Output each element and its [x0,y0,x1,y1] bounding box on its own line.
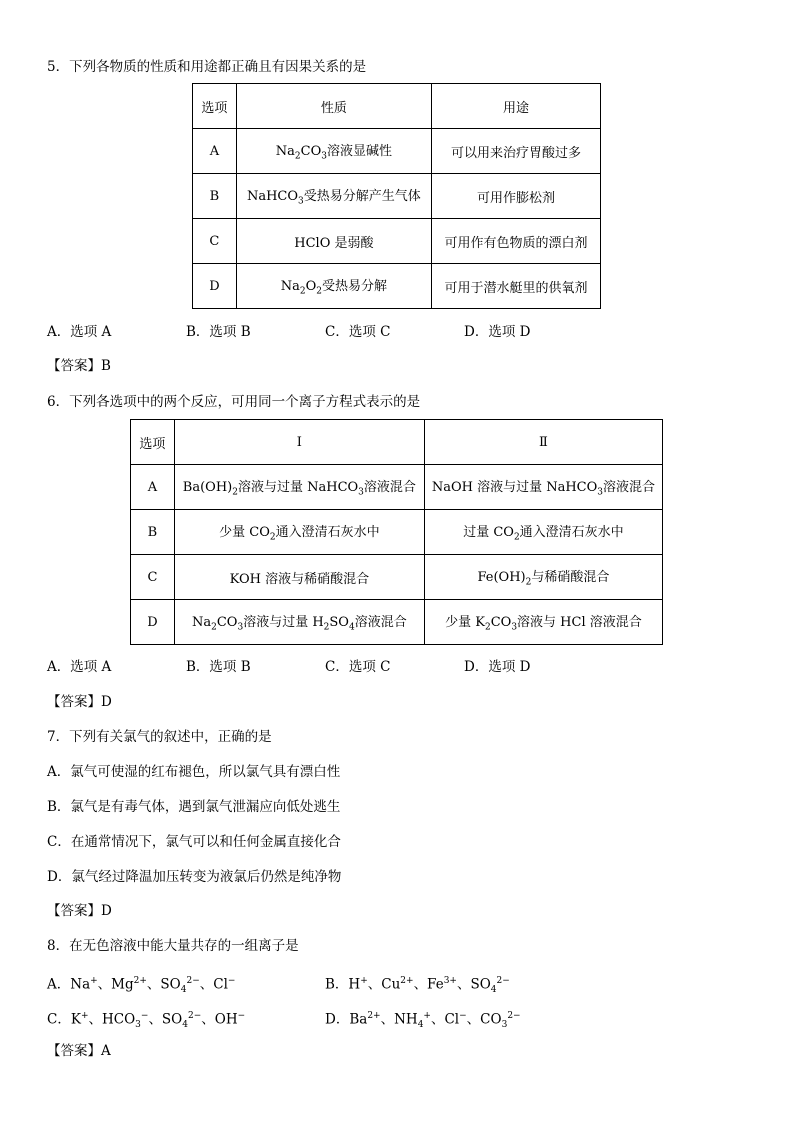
q7-option-c: C．在通常情况下，氯气可以和任何金属直接化合 [47,834,341,850]
row-property: HClO 是弱酸 [236,219,431,264]
table-row [193,264,601,309]
option-d: D．选项 D [464,324,531,340]
table-header-row [131,420,663,465]
table-row [193,129,601,174]
header-use: 用途 [431,84,600,129]
q6-stem: 6．下列各选项中的两个反应，可用同一个离子方程式表示的是 [47,394,421,410]
q5-table [192,83,601,309]
header-reaction-1: Ⅰ [174,420,424,465]
row-option: B [193,174,237,219]
row-option: D [193,264,237,309]
option-a: A．选项 A [47,659,112,675]
option-b: B．选项 B [186,324,251,340]
q6-options [47,658,530,676]
table-row [131,555,663,600]
q8-answer: 【答案】A [47,1043,111,1059]
q5-answer: 【答案】B [47,358,111,374]
q8-option-c: C．K+、$HCO_3^-$、$SO_4^{2-}$、OH− [47,1011,246,1031]
option-c: C．选项 C [325,324,391,340]
table-header-row [193,84,601,129]
table-row [193,219,601,264]
table-row [131,465,663,510]
row-use: 可用于潜水艇里的供氧剂 [431,264,600,309]
header-option: 选项 [131,420,175,465]
row-reaction-2: $Fe(OH)_2$与稀硝酸混合 [424,555,662,600]
row-property: NaHCO$_3$受热易分解产生气体 [236,174,431,219]
row-use: 可用作有色物质的漂白剂 [431,219,600,264]
row-option: A [131,465,175,510]
row-reaction-2: 过量 $CO_2$通入澄清石灰水中 [424,510,662,555]
q7-option-a: A．氯气可使湿的红布褪色，所以氯气具有漂白性 [47,764,341,780]
q7-stem: 7．下列有关氯气的叙述中，正确的是 [47,729,272,745]
q8-stem: 8．在无色溶液中能大量共存的一组离子是 [47,938,299,954]
q8-option-a: A．Na+、$Mg^{2+}$、$SO_4^{2-}$、Cl− [47,976,236,996]
table-row [131,510,663,555]
option-c: C．选项 C [325,659,391,675]
row-reaction-1: KOH 溶液与稀硝酸混合 [174,555,424,600]
row-reaction-1: $Na_2CO_3$溶液与过量 $H_2SO_4$溶液混合 [174,600,424,645]
row-option: C [131,555,175,600]
row-option: A [193,129,237,174]
q8-option-b: B．H+、$Cu^{2+}$、$Fe^{3+}$、$SO_4^{2-}$ [325,976,510,996]
option-a: A．选项 A [47,324,112,340]
table-row [193,174,601,219]
q5-stem: 5．下列各物质的性质和用途都正确且有因果关系的是 [47,59,367,75]
row-reaction-2: NaOH 溶液与过量 NaHCO$_3$溶液混合 [424,465,662,510]
q5-options [47,323,530,341]
table-row [131,600,663,645]
header-property: 性质 [236,84,431,129]
row-property: $Na_2O_2$受热易分解 [236,264,431,309]
row-use: 可以用来治疗胃酸过多 [431,129,600,174]
row-option: C [193,219,237,264]
option-b: B．选项 B [186,659,251,675]
q7-option-d: D．氯气经过降温加压转变为液氯后仍然是纯净物 [47,869,342,885]
row-use: 可用作膨松剂 [431,174,600,219]
q7-answer: 【答案】D [47,903,112,919]
row-reaction-1: $Ba(OH)_2$溶液与过量 NaHCO$_3$溶液混合 [174,465,424,510]
header-reaction-2: Ⅱ [424,420,662,465]
header-option: 选项 [193,84,237,129]
q6-answer: 【答案】D [47,694,112,710]
q8-option-d: D．$Ba^{2+}$、$NH_4^+$、Cl−、$CO_3^{2-}$ [325,1011,521,1031]
q6-table [130,419,663,645]
row-reaction-1: 少量 $CO_2$通入澄清石灰水中 [174,510,424,555]
row-reaction-2: 少量 $K_2CO_3$溶液与 HCl 溶液混合 [424,600,662,645]
row-option: D [131,600,175,645]
option-d: D．选项 D [464,659,531,675]
row-option: B [131,510,175,555]
row-property: $Na_2CO_3$溶液显碱性 [236,129,431,174]
q7-option-b: B．氯气是有毒气体，遇到氯气泄漏应向低处逃生 [47,799,341,815]
